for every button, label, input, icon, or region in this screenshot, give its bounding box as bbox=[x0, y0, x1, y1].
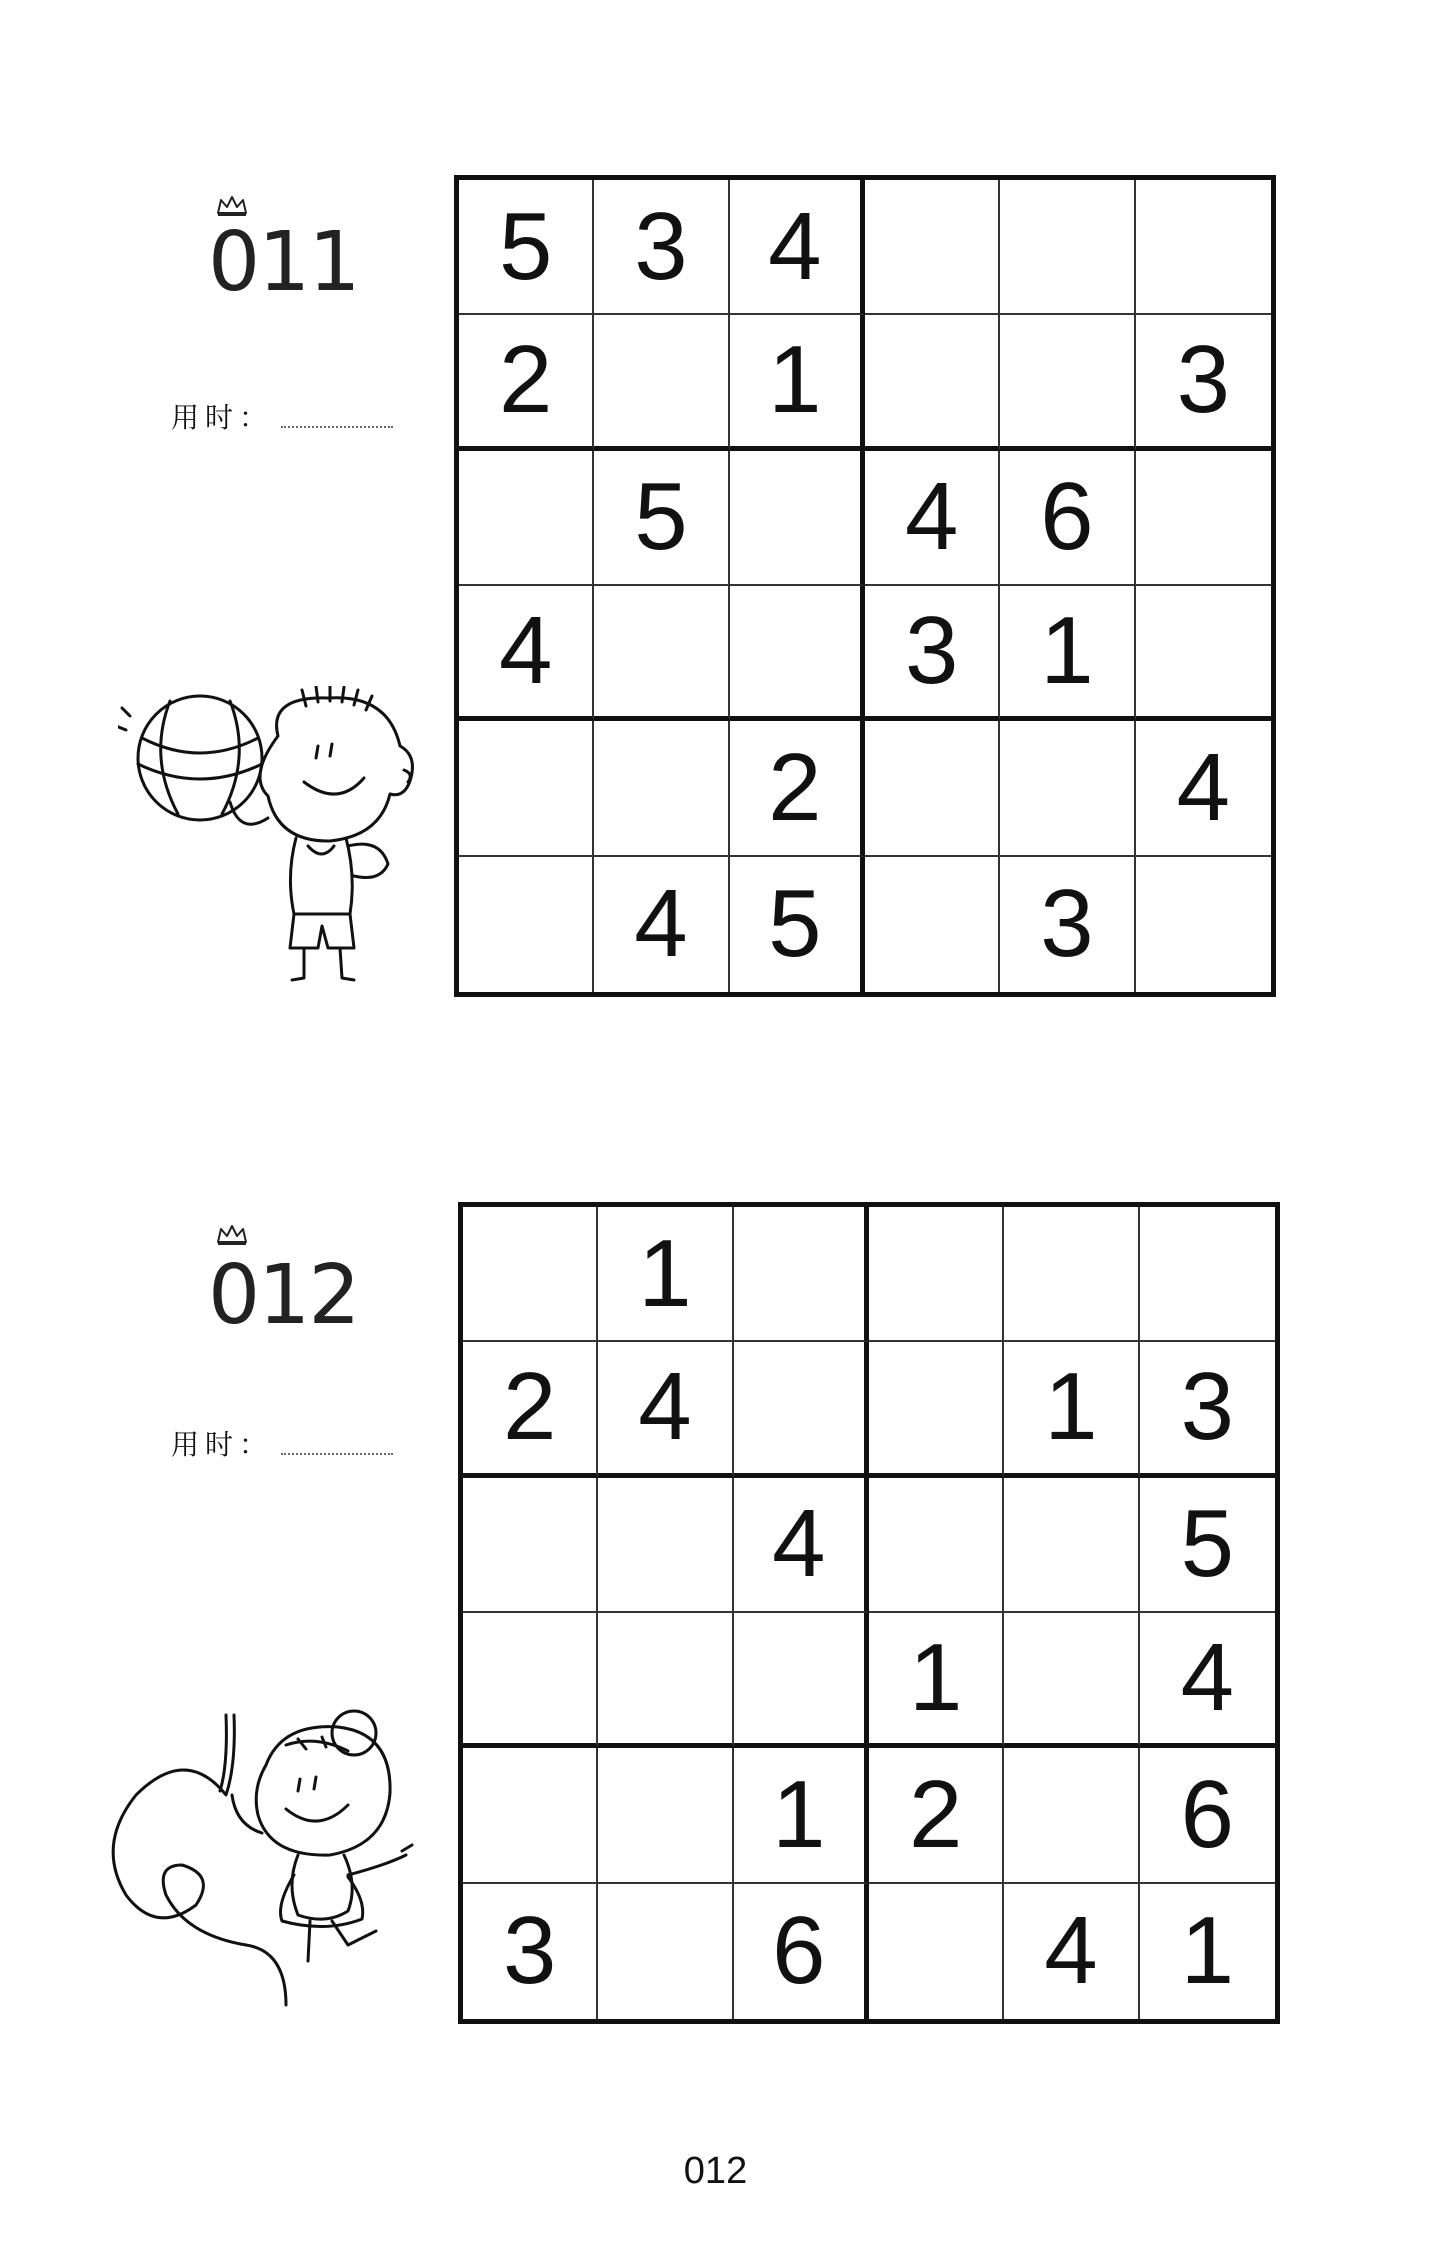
grid-cell[interactable] bbox=[1004, 1207, 1139, 1342]
grid-cell[interactable]: 1 bbox=[730, 315, 865, 450]
grid-cell[interactable]: 6 bbox=[1000, 451, 1135, 586]
grid-cell[interactable] bbox=[459, 451, 594, 586]
grid-cell[interactable] bbox=[734, 1613, 869, 1748]
grid-cell[interactable] bbox=[463, 1613, 598, 1748]
grid-cell[interactable]: 6 bbox=[734, 1884, 869, 2019]
timer-blank[interactable] bbox=[281, 1453, 393, 1455]
grid-cell[interactable]: 2 bbox=[459, 315, 594, 450]
grid-cell[interactable] bbox=[1136, 180, 1271, 315]
grid-cell[interactable] bbox=[459, 721, 594, 856]
grid-cell[interactable] bbox=[1000, 180, 1135, 315]
puzzle-012 bbox=[0, 1027, 1431, 2027]
sudoku-grid bbox=[458, 1202, 1280, 2024]
grid-cell[interactable]: 6 bbox=[1140, 1748, 1275, 1883]
grid-cell[interactable]: 1 bbox=[1000, 586, 1135, 721]
grid-cell[interactable] bbox=[730, 586, 865, 721]
kid-with-ribbon-illustration bbox=[86, 1705, 466, 2045]
grid-cell[interactable] bbox=[865, 315, 1000, 450]
timer-blank[interactable] bbox=[281, 426, 393, 428]
grid-cell[interactable] bbox=[598, 1748, 733, 1883]
grid-cell[interactable]: 3 bbox=[1000, 857, 1135, 992]
grid-cell[interactable]: 3 bbox=[463, 1884, 598, 2019]
grid-cell[interactable]: 2 bbox=[869, 1748, 1004, 1883]
grid-cell[interactable] bbox=[865, 857, 1000, 992]
grid-cell[interactable] bbox=[1136, 586, 1271, 721]
grid-cell[interactable]: 4 bbox=[1140, 1613, 1275, 1748]
grid-cell[interactable]: 1 bbox=[1004, 1342, 1139, 1477]
grid-cell[interactable] bbox=[598, 1884, 733, 2019]
grid-cell[interactable] bbox=[1140, 1207, 1275, 1342]
grid-cell[interactable] bbox=[463, 1748, 598, 1883]
grid-cell[interactable] bbox=[594, 586, 729, 721]
grid-cell[interactable] bbox=[865, 180, 1000, 315]
puzzle-number: 011 bbox=[208, 215, 359, 310]
crown-icon bbox=[215, 193, 249, 217]
grid-cell[interactable] bbox=[869, 1478, 1004, 1613]
grid-cell[interactable] bbox=[865, 721, 1000, 856]
grid-cell[interactable]: 5 bbox=[459, 180, 594, 315]
grid-cell[interactable] bbox=[869, 1207, 1004, 1342]
grid-cell[interactable] bbox=[1004, 1748, 1139, 1883]
puzzle-number: 012 bbox=[208, 1248, 359, 1343]
kid-with-basketball-illustration bbox=[118, 686, 458, 1006]
grid-cell[interactable] bbox=[594, 315, 729, 450]
grid-cell[interactable] bbox=[598, 1613, 733, 1748]
grid-cell[interactable]: 4 bbox=[865, 451, 1000, 586]
grid-cell[interactable]: 4 bbox=[1136, 721, 1271, 856]
sudoku-grid bbox=[454, 175, 1276, 997]
grid-cell[interactable]: 4 bbox=[1004, 1884, 1139, 2019]
grid-cell[interactable]: 4 bbox=[594, 857, 729, 992]
timer-label: 用时： bbox=[171, 1429, 274, 1460]
grid-cell[interactable]: 2 bbox=[463, 1342, 598, 1477]
grid-cell[interactable] bbox=[869, 1342, 1004, 1477]
grid-cell[interactable]: 3 bbox=[865, 586, 1000, 721]
grid-cell[interactable] bbox=[594, 721, 729, 856]
grid-cell[interactable]: 1 bbox=[598, 1207, 733, 1342]
grid-cell[interactable]: 4 bbox=[734, 1478, 869, 1613]
grid-cell[interactable] bbox=[598, 1478, 733, 1613]
grid-cell[interactable] bbox=[730, 451, 865, 586]
grid-cell[interactable]: 5 bbox=[730, 857, 865, 992]
grid-cell[interactable] bbox=[1136, 451, 1271, 586]
grid-cell[interactable]: 4 bbox=[598, 1342, 733, 1477]
grid-cell[interactable]: 1 bbox=[734, 1748, 869, 1883]
puzzle-011 bbox=[0, 0, 1431, 1000]
page-number: 012 bbox=[683, 2150, 748, 2192]
grid-cell[interactable]: 2 bbox=[730, 721, 865, 856]
timer-label: 用时： bbox=[171, 402, 274, 433]
grid-cell[interactable] bbox=[734, 1342, 869, 1477]
crown-icon bbox=[215, 1222, 249, 1246]
grid-cell[interactable]: 4 bbox=[730, 180, 865, 315]
grid-cell[interactable] bbox=[869, 1884, 1004, 2019]
grid-cell[interactable] bbox=[1136, 857, 1271, 992]
grid-cell[interactable]: 5 bbox=[1140, 1478, 1275, 1613]
grid-cell[interactable]: 3 bbox=[594, 180, 729, 315]
grid-cell[interactable]: 3 bbox=[1136, 315, 1271, 450]
grid-cell[interactable] bbox=[1000, 721, 1135, 856]
grid-cell[interactable]: 1 bbox=[869, 1613, 1004, 1748]
timer-field bbox=[171, 1431, 393, 1459]
grid-cell[interactable] bbox=[1000, 315, 1135, 450]
grid-cell[interactable] bbox=[463, 1478, 598, 1613]
grid-cell[interactable]: 3 bbox=[1140, 1342, 1275, 1477]
grid-cell[interactable]: 5 bbox=[594, 451, 729, 586]
grid-cell[interactable] bbox=[1004, 1478, 1139, 1613]
grid-cell[interactable] bbox=[459, 857, 594, 992]
timer-field bbox=[171, 404, 393, 432]
grid-cell[interactable]: 1 bbox=[1180, 1897, 1235, 2005]
grid-cell[interactable] bbox=[1004, 1613, 1139, 1748]
grid-cell[interactable]: 4 bbox=[459, 586, 594, 721]
grid-cell[interactable] bbox=[463, 1207, 598, 1342]
grid-cell[interactable] bbox=[734, 1207, 869, 1342]
